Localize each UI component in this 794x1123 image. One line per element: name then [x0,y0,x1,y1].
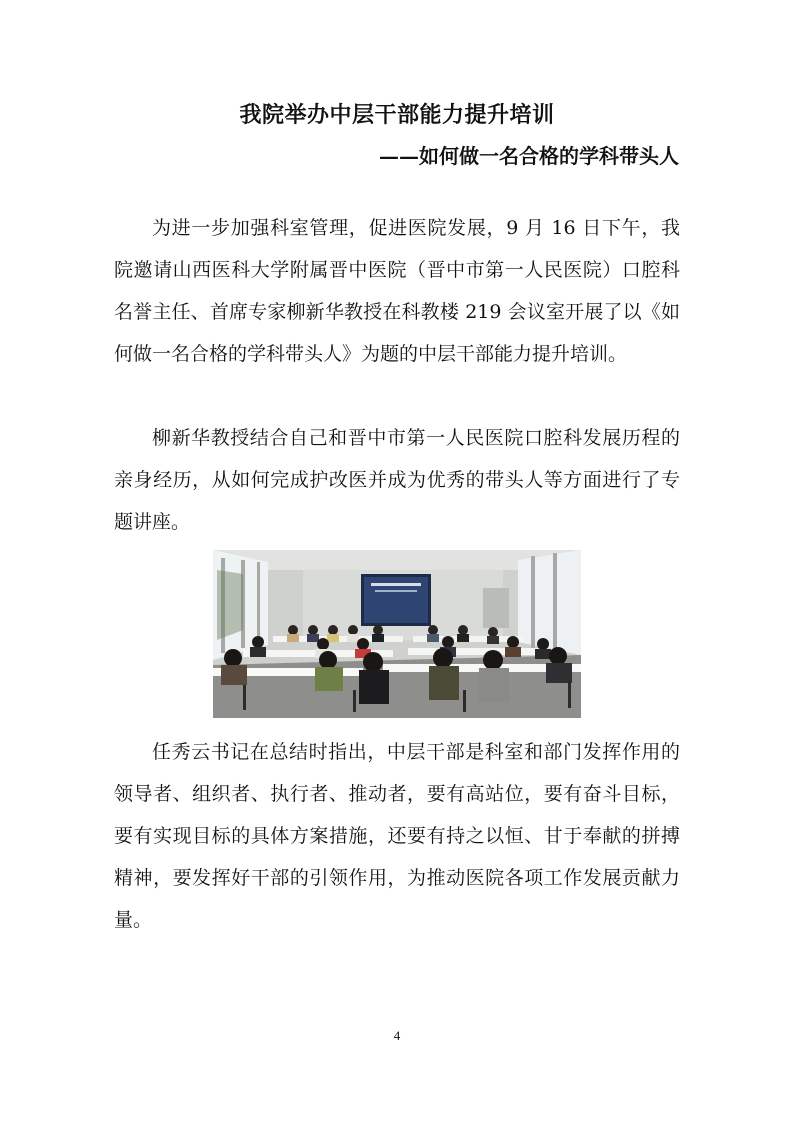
paragraph-intro: 为进一步加强科室管理，促进医院发展，9 月 16 日下午，我院邀请山西医科大学附属晋中医院（晋中市第一人民医院）口腔科名誉主任、首席专家柳新华教授在科教楼 219 会议室开展了以《如何做一名合格的学科带头人》为题的中层干部能力提升培训。 [114,217,680,365]
article-title: 我院举办中层干部能力提升培训 [239,102,555,128]
training-photo [213,550,581,718]
paragraph-summary: 任秀云书记在总结时指出，中层干部是科室和部门发挥作用的领导者、组织者、执行者、推动者，要有高站位，要有奋斗目标，要有实现目标的具体方案措施，还要有持之以恒、甘于奉献的拼搏精神，要发挥好干部的引领作用，为推动医院各项工作发展贡献力量。 [114,741,680,931]
article-subtitle: ——如何做一名合格的学科带头人 [379,144,679,168]
paragraph-lecture: 柳新华教授结合自己和晋中市第一人民医院口腔科发展历程的亲身经历，从如何完成护改医并成为优秀的带头人等方面进行了专题讲座。 [114,427,680,533]
page-number: 4 [393,1028,401,1043]
